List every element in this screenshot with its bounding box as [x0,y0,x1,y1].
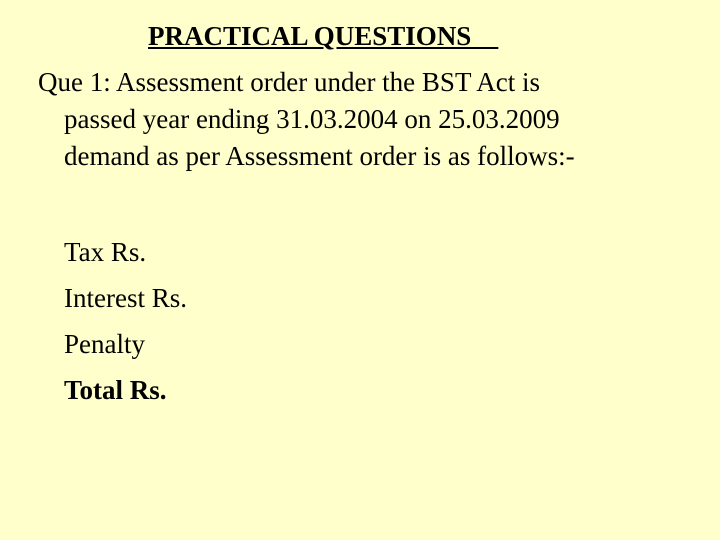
question-line-2: passed year ending 31.03.2004 on 25.03.2009 [64,104,560,134]
slide-title: PRACTICAL QUESTIONS [148,21,499,51]
row-label-interest: Interest Rs. [64,283,187,313]
row-label-tax: Tax Rs. [64,237,147,267]
row-label-total: Total Rs. [64,375,167,405]
question-text [38,64,698,175]
question-line-1: Que 1: Assessment order under the BST Act is [38,67,540,97]
question-line-3: demand as per Assessment order is as follows:- [64,141,575,171]
row-label-penalty: Penalty [64,329,145,359]
